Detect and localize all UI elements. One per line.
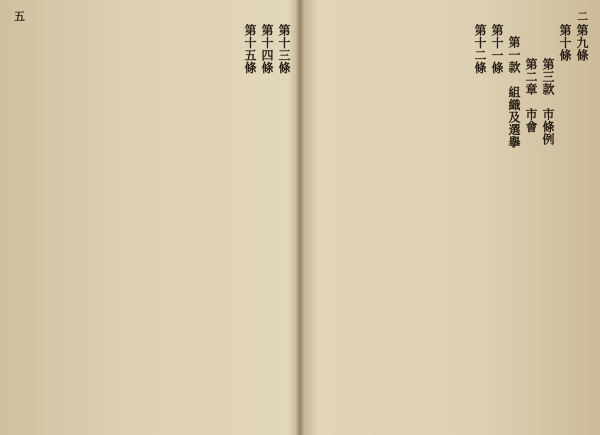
book-gutter xyxy=(296,0,304,435)
left-page xyxy=(6,6,296,429)
article-11-heading: 第十一條 xyxy=(490,24,504,74)
right-page xyxy=(304,6,594,429)
section-1-heading: 第一款 組織及選擧 xyxy=(507,36,521,149)
section-3-heading: 第三款 市條例 xyxy=(541,58,555,146)
article-12-heading: 第十二條 xyxy=(473,24,487,74)
article-14-heading: 第十四條 xyxy=(260,24,274,74)
right-page-number: 二 xyxy=(577,10,588,23)
left-page-number: 五 xyxy=(14,10,25,23)
article-15-heading: 第十五條 xyxy=(243,24,257,74)
right-page-columns xyxy=(308,24,590,423)
article-13-heading: 第十三條 xyxy=(277,24,291,74)
chapter-2-heading: 第二章 市會 xyxy=(524,58,538,133)
left-page-columns xyxy=(10,24,292,423)
article-10-heading: 第十條 xyxy=(558,24,572,62)
article-9-heading: 第九條 xyxy=(575,24,589,62)
